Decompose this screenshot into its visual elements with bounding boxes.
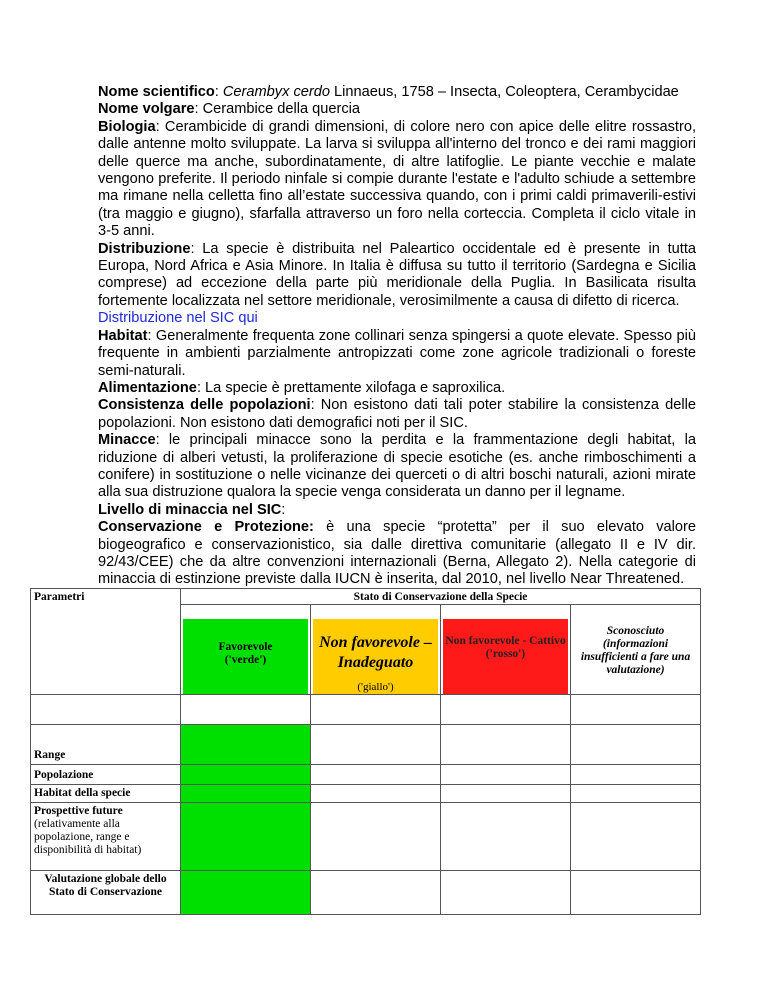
scientific-name: Cerambyx cerdo	[222, 84, 330, 100]
distribution-sic-link[interactable]: Distribuzione nel SIC qui	[98, 310, 258, 327]
scientific-name-line: Nome scientifico: Cerambyx cerdo Linnaeus, 1758 – Insecta, Coleoptera, Cerambycidae	[98, 84, 679, 100]
biology-paragraph	[98, 119, 696, 241]
conservation-paragraph	[98, 519, 696, 589]
threat-level-line	[98, 502, 696, 519]
population-favorable-cell	[181, 765, 311, 785]
threat-level-label: Livello di minaccia nel SIC	[98, 501, 282, 518]
table-row	[31, 695, 701, 725]
distribution-label: Distribuzione	[98, 240, 191, 257]
threat-level-text: :	[281, 501, 286, 518]
table-row	[31, 765, 701, 785]
prospects-note: (relativamente alla popolazione, range e disponibilità di habitat)	[34, 818, 142, 856]
range-label: Range	[34, 749, 66, 761]
unknown-column	[571, 605, 701, 695]
conservation-status-table	[30, 588, 701, 915]
conservation-label: Conservazione e Protezione:	[98, 519, 314, 536]
distribution-paragraph	[98, 241, 696, 311]
habitat-paragraph	[98, 328, 696, 380]
population-row-label: Popolazione	[34, 769, 94, 781]
table-row	[31, 803, 701, 871]
inadequate-header: Non favorevole – Inadeguato ('giallo')	[313, 619, 438, 694]
bad-header: Non favorevole - Cattivo ('rosso')	[443, 619, 568, 694]
table-header-row	[31, 589, 701, 605]
unknown-header: Sconosciuto (informazioni insufficienti a fare una valutazione)	[580, 625, 691, 676]
habitat-text: : Generalmente frequenta zone collinari senza spingersi a quote elevate. Spesso più frequente in ambienti parzialmente antropizzati come zone agricole tradizionali o foreste semi-naturali.	[98, 327, 696, 379]
habitat-favorable-cell	[181, 785, 311, 803]
population-label: Consistenza delle popolazioni	[98, 397, 311, 414]
species-sheet	[98, 84, 696, 589]
overall-assessment-label: Valutazione globale dello Stato di Conservazione	[44, 873, 167, 898]
table-row	[31, 725, 701, 765]
food-paragraph	[98, 380, 696, 397]
overall-favorable-cell	[181, 871, 311, 915]
prospects-row-label: Prospettive future	[34, 805, 123, 817]
threats-paragraph	[98, 432, 696, 502]
status-header: Stato di Conservazione della Specie	[181, 589, 701, 605]
bad-column	[441, 605, 571, 695]
biology-label: Biologia	[98, 118, 156, 135]
habitat-label: Habitat	[98, 327, 148, 344]
prospects-favorable-cell	[181, 803, 311, 871]
biology-text: : Cerambicide di grandi dimensioni, di colore nero con apice delle elitre rossastro, dalle antenne molto sviluppate. La larva si sviluppa all'interno del tronco e dei rami maggiori delle querce ma anche, subordinatamente, di altre latifoglie. Le piante vecchie e malate vengono preferite. Il periodo ninfale si compie durante l'estate e l'adulto schiude a settembre ma rimane nella celletta fino all’estate successiva quando, con i primi caldi primaverili-estivi (tra maggio e giugno), sfarfalla attraverso un foro nella corteccia. Completa il ciclo vitale in 3-5 anni.	[98, 118, 696, 240]
taxonomy-text: Linnaeus, 1758 – Insecta, Coleoptera, Cerambycidae	[329, 84, 679, 100]
table-row	[31, 785, 701, 803]
table-row	[31, 871, 701, 915]
common-name-line	[98, 101, 696, 118]
population-text: : Non esistono dati tali poter stabilire la consistenza delle popolazioni. Non esistono dati demografici noti per il SIC.	[98, 397, 696, 431]
distribution-text: : La specie è distribuita nel Paleartico occidentale ed è presente in tutta Europa, Nord Africa e Asia Minore. In Italia è diffusa su tutto il territorio (Sardegna e Sicilia comprese) ad eccezione della parte più meridionale della Puglia. In Basilicata risulta fortemente localizzata nel settore meridionale, verosimilmente a causa di difetto di ricerca.	[98, 240, 696, 309]
inadequate-column	[311, 605, 441, 695]
range-favorable-cell	[181, 725, 311, 765]
conservation-text: è una specie “protetta” per il suo elevato valore biogeografico e conservazionistico, sia dalle direttiva comunitarie (allegato II e IV dir. 92/43/CEE) che da altre convenzioni internazionali (Berna, Allegato 2). Nella categorie di minaccia di estinzione previste dalla IUCN è inserita, dal 2010, nel livello Near Threatened.	[98, 519, 696, 588]
population-paragraph	[98, 397, 696, 432]
common-name-label: Nome volgare	[98, 101, 195, 118]
threats-text: : le principali minacce sono la perdita e la frammentazione degli habitat, la riduzione di alberi vetusti, la proliferazione di specie esotiche (es. anche rimboschimenti a conifere) in sostituzione o nelle vicinanze dei querceti o di altri boschi naturali, azioni mirate alla sua distruzione qualora la specie venga considerata un danno per il legname.	[98, 432, 696, 501]
favorable-column	[181, 605, 311, 695]
favorable-header: Favorevole ('verde')	[183, 619, 308, 694]
threats-label: Minacce	[98, 432, 156, 449]
habitat-row-label: Habitat della specie	[34, 787, 131, 799]
common-name-text: : Cerambice della quercia	[194, 101, 360, 118]
food-text: : La specie è prettamente xilofaga e saproxilica.	[196, 379, 506, 396]
scientific-name-label: Nome scientifico	[98, 84, 215, 100]
parameters-header: Parametri	[31, 589, 181, 695]
food-label: Alimentazione	[98, 379, 197, 396]
